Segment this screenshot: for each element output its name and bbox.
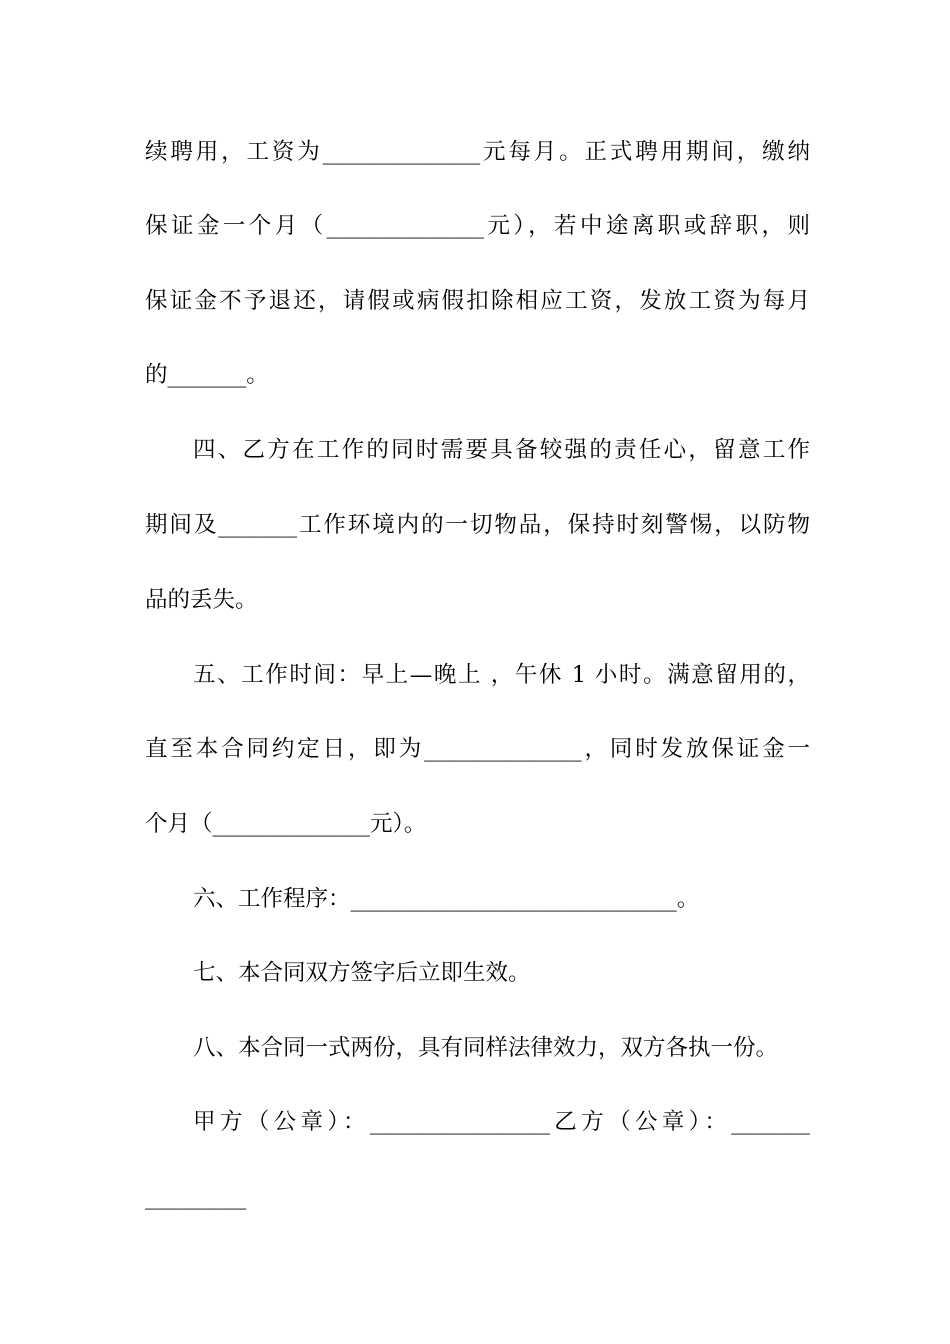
- text-line-5: 四、乙方在工作的同时需要具备较强的责任心，留意工作: [193, 437, 810, 463]
- text-line-1: 续聘用，工资为______________元每月。正式聘用期间，缴纳: [145, 139, 810, 165]
- text-line-12: 七、本合同双方签字后立即生效。: [193, 960, 531, 986]
- text-line-7: 品的丢失。: [145, 587, 258, 613]
- signature-line-continued: _________: [145, 1184, 247, 1210]
- text-line-4: 的_______。: [145, 362, 269, 388]
- text-line-8: 五、工作时间：早上—晚上 ，午休 1 小时。满意留用的，: [193, 662, 810, 688]
- text-line-10: 个月（______________元）。: [145, 811, 427, 837]
- signature-line: 甲方（公章）：________________乙方（公章）：_______: [193, 1109, 810, 1135]
- text-line-13: 八、本合同一式两份，具有同样法律效力，双方各执一份。: [193, 1035, 779, 1061]
- text-line-3: 保证金不予退还，请假或病假扣除相应工资，发放工资为每月: [145, 288, 810, 314]
- text-line-2: 保证金一个月（______________元），若中途离职或辞职，则: [145, 213, 810, 239]
- text-line-6: 期间及_______工作环境内的一切物品，保持时刻警惕，以防物: [145, 512, 810, 538]
- text-line-9: 直至本合同约定日，即为______________，同时发放保证金一: [145, 736, 810, 762]
- text-line-11: 六、工作程序：_____________________________。: [193, 886, 700, 912]
